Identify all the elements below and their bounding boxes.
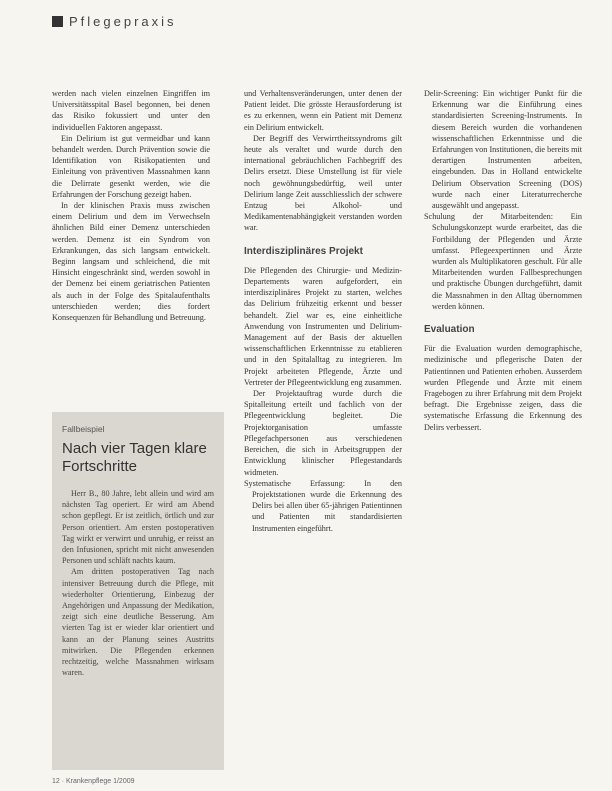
case-headline: Nach vier Tagen klare Fortschritte (62, 440, 207, 475)
column-1 (52, 88, 210, 323)
column-2 (244, 88, 402, 534)
col3-bullet: Schulung der Mitarbeitenden: Ein Schulungskonzept wurde erarbeitet, das die Fortbildung der Pflegenden und Ärzte umfasst. Pflegeexpertinnen und Ärzte wurden als Multiplikatoren geschult. Für alle Mitarbeitenden wurden Fallbesprechungen und praktische Übungen durchgeführt, damit die Massnahmen in den Alltag übernommen werden können. (424, 212, 582, 311)
section-heading-projekt: Interdisziplinäres Projekt (244, 245, 363, 257)
col2-bullet: Systematische Erfassung: In den Projektstationen wurde die Erkennung des Delirs bei allen über 65-jährigen Patientinnen und Patienten mit standardisierten Instrumenten eingeführt. (244, 478, 402, 533)
col2-paragraph: Der Begriff des Verwirrtheitssyndroms gilt heute als veraltet und wurde durch den international gebräuchlichen Fachbegriff des Delirs ersetzt. Diese Umstellung ist für viele noch gewöhnungsbedürftig, weil unter Delirium lange Zeit ausschliesslich der schwere Entzug bei Alkohol- und Medikamentenabhängigkeit verstanden worden war. (244, 133, 402, 233)
col1-paragraph: In der klinischen Praxis muss zwischen einem Delirium und dem im Verwechseln ähnlichen Bild einer Demenz unterschieden werden. Demenz ist ein Syndrom von Erkrankungen, das sich langsam entwickelt. Beginn langsam und schleichend, die mit Hinsicht eingeschränkt sind, werden sowohl in der Demenz bei einem geriatrischen Patienten als auch in der Folge des Spitalaufenthalts unterschieden werden; dies fordert Konsequenzen für Behandlung und Betreuung. (52, 201, 210, 323)
section-header (52, 14, 177, 29)
col3-bullet: Delir-Screening: Ein wichtiger Punkt für die Erkennung war die Einführung eines standardisierten Screening-Instruments. In diesem Bereich wurden die vorhandenen wissenschaftlichen Erkenntnisse und die Erfahrungen von Institutionen, die bereits mit derartigen Instrumenten arbeiten, eingebunden. Das in Holland entwickelte Delirium Observation Screening (DOS) wurde nach einer Literaturrecherche ausgewählt und angepasst. (424, 89, 582, 211)
section-heading-evaluation: Evaluation (424, 324, 475, 336)
col2-paragraph: und Verhaltensveränderungen, unter denen der Patient leidet. Die grösste Herausforderung ist es zu erkennen, wenn ein Patient mit Demenz ein Delirium entwickelt. (244, 89, 402, 132)
col1-paragraph: Ein Delirium ist gut vermeidbar und kann behandelt werden. Durch Prävention sowie die Identifikation von Risikopatienten und Einleitung von präventiven Massnahmen kann die Delirrate gesenkt werden, wie die Erfahrungen der Forschung gezeigt haben. (52, 133, 210, 199)
case-paragraph: Herr B., 80 Jahre, lebt allein und wird am nächsten Tag operiert. Er wird am Abend schon gepflegt. Er ist zeitlich, örtlich und zur Person orientiert. Am ersten postoperativen Tag wirkt er verwirrt und unruhig, er reisst an den Infusionen, spricht mit nicht anwesenden Personen und schläft nachts kaum. (62, 489, 214, 566)
col2-paragraph: Die Pflegenden des Chirurgie- und Medizin-Departements waren aufgefordert, ein interdisziplinäres Projekt zu starten, welches das Delirium frühzeitig erkennt und besser behandelt. Ziel war es, eine einheitliche Anwendung von Instrumenten und Delirium-Management auf der Basis der aktuellen wissenschaftlichen Erkenntnisse zu etablieren und in den Spitalalltag zu integrieren. Im Projekt arbeiteten Pflegende, Ärzte und Vertreter der Pflegeentwicklung eng zusammen. (244, 265, 402, 387)
case-paragraph: Am dritten postoperativen Tag nach intensiver Betreuung durch die Pflege, mit wiederholter Orientierung, Einbezug der Angehörigen und Anpassung der Medikation, zeigt sich eine deutliche Besserung. Am vierten Tag ist er wieder klar orientiert und kann an der Planung seines Austritts mitwirken. Die Pflegenden erkennen rechtzeitig, welche Massnahmen wirksam waren. (62, 567, 214, 678)
col3-paragraph: Für die Evaluation wurden demographische, medizinische und pflegerische Daten der Patientinnen und Patienten erhoben. Ausserdem wurden Pflegende und Ärzte mit einem Fragebogen zu ihrer Erfahrung mit dem Projekt befragt. Die Ergebnisse zeigen, dass die systematische Erfassung die Erkennung des Delirs verbessert. (424, 344, 582, 432)
case-body (62, 488, 214, 678)
page-footer: 12 · Krankenpflege 1/2009 (52, 778, 135, 785)
column-3 (424, 88, 582, 433)
case-kicker: Fallbeispiel (62, 424, 105, 434)
case-study-box (52, 412, 224, 770)
col2-paragraph: Der Projektauftrag wurde durch die Spitalleitung erteilt und fachlich von der Pflegeentwicklung begleitet. Die Projektorganisation umfasste Pflegefachpersonen aus verschiedenen Bereichen, die sich in Arbeitsgruppen der Entwicklung klinischer Pflegestandards widmeten. (244, 389, 402, 477)
col1-paragraph: werden nach vielen einzelnen Eingriffen im Universitätsspital Basel begonnen, bei denen das Risiko fokussiert und unter den individuellen Faktoren angepasst. (52, 89, 210, 132)
section-square-icon (52, 16, 63, 27)
section-title: Pflegepraxis (69, 14, 177, 29)
